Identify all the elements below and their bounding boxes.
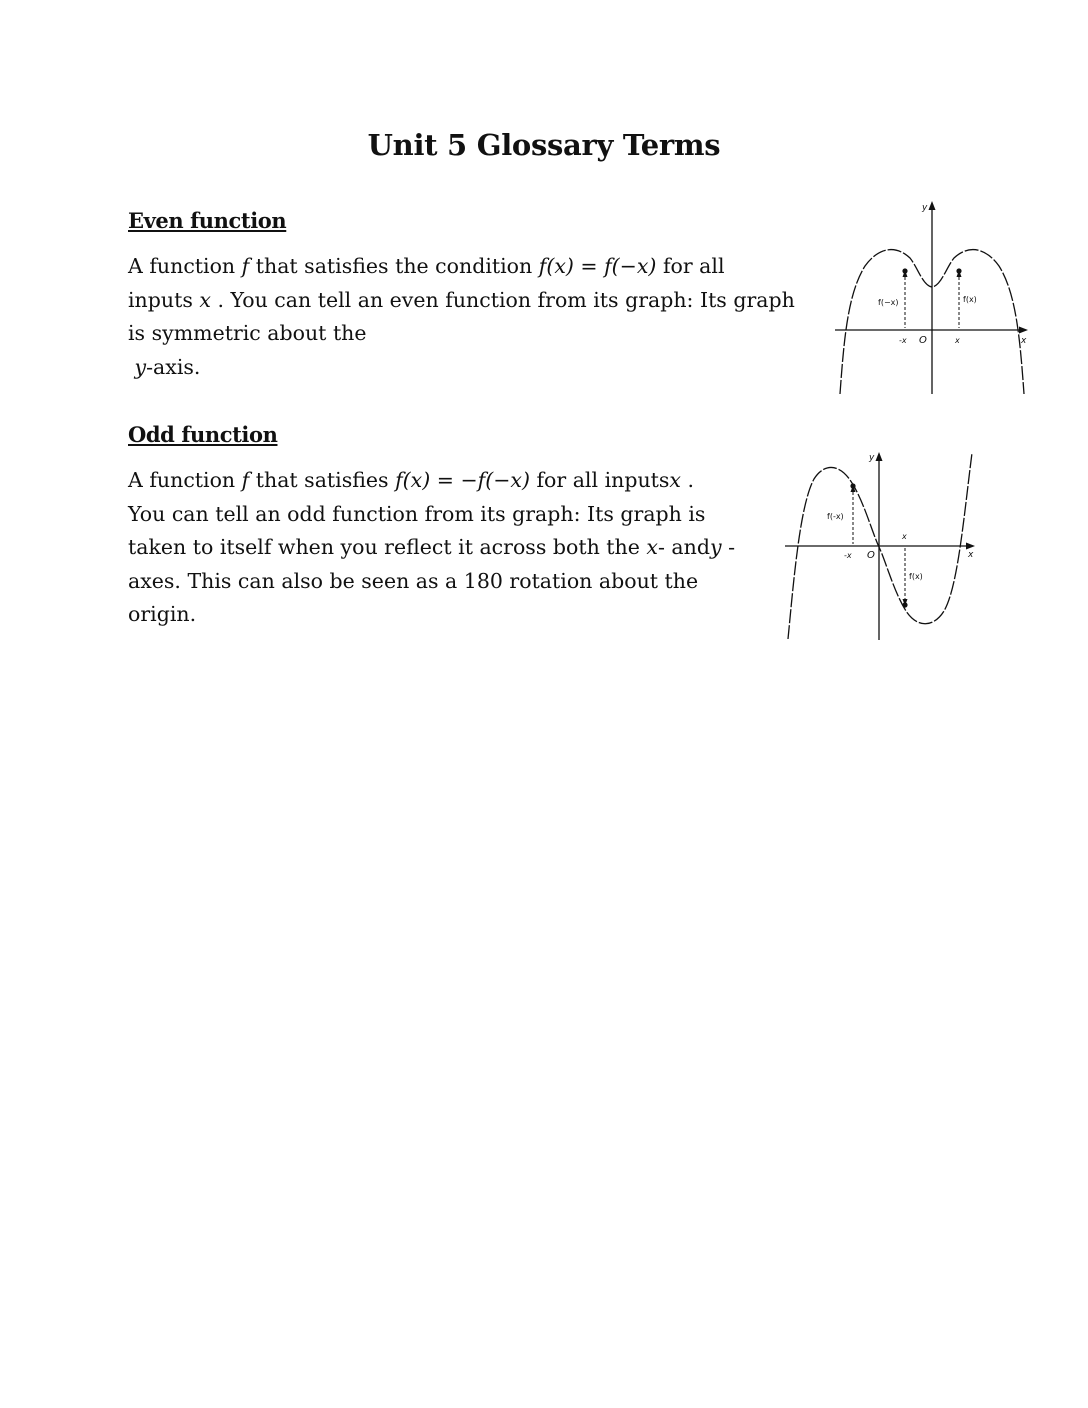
odd-x-label: x xyxy=(968,550,974,560)
odd-function-graph xyxy=(782,447,982,643)
even-y-label: y xyxy=(922,203,928,213)
even-line-1: A function f that satisfies the condition f(x) = f(−x) for all xyxy=(128,254,725,278)
even-f-x-label: f(x) xyxy=(963,295,977,304)
odd-line-2: You can tell an odd function from its graph: Its graph is xyxy=(128,501,706,526)
odd-f-x-label: f(x) xyxy=(909,572,923,581)
even-function-definition xyxy=(128,250,795,384)
even-y-arrow xyxy=(929,201,936,210)
odd-line-1: A function f that satisfies f(x) = −f(−x) for all inputsx . xyxy=(128,468,695,492)
even-x-label: x xyxy=(1021,336,1027,346)
even-f-neg-x-label: f(−x) xyxy=(878,298,899,307)
even-point-pos-x xyxy=(956,268,961,273)
odd-line-5: origin. xyxy=(128,602,197,626)
odd-neg-x-label: -x xyxy=(844,551,852,560)
even-neg-x-label: -x xyxy=(899,336,907,345)
odd-f-neg-x-label: f(-x) xyxy=(827,512,844,521)
even-line-2: inputs x . You can tell an even function from its graph: Its graph xyxy=(128,287,795,312)
even-x-arrow xyxy=(1019,327,1028,334)
odd-point-neg-x xyxy=(850,483,855,488)
page-title: Unit 5 Glossary Terms xyxy=(367,128,721,162)
odd-function-definition xyxy=(128,464,735,632)
even-pos-x-label: x xyxy=(955,336,960,345)
odd-line-3: taken to itself when you reflect it across both the x- andy - xyxy=(128,535,735,559)
odd-line-4: axes. This can also be seen as a 180 rotation about the xyxy=(128,568,699,593)
even-line-3: is symmetric about the xyxy=(128,321,367,345)
odd-function-heading: Odd function xyxy=(128,422,278,447)
even-point-neg-x xyxy=(902,268,907,273)
odd-y-label: y xyxy=(869,453,875,463)
even-line-4: y-axis. xyxy=(134,354,201,379)
even-origin-label: O xyxy=(919,335,927,346)
odd-pos-x-label: x xyxy=(902,532,907,541)
odd-x-arrow xyxy=(966,543,975,550)
even-function-heading: Even function xyxy=(128,208,287,233)
odd-origin-label: O xyxy=(867,550,875,561)
even-function-graph xyxy=(830,198,1035,398)
odd-y-arrow xyxy=(876,452,883,461)
odd-point-pos-x xyxy=(902,602,907,607)
